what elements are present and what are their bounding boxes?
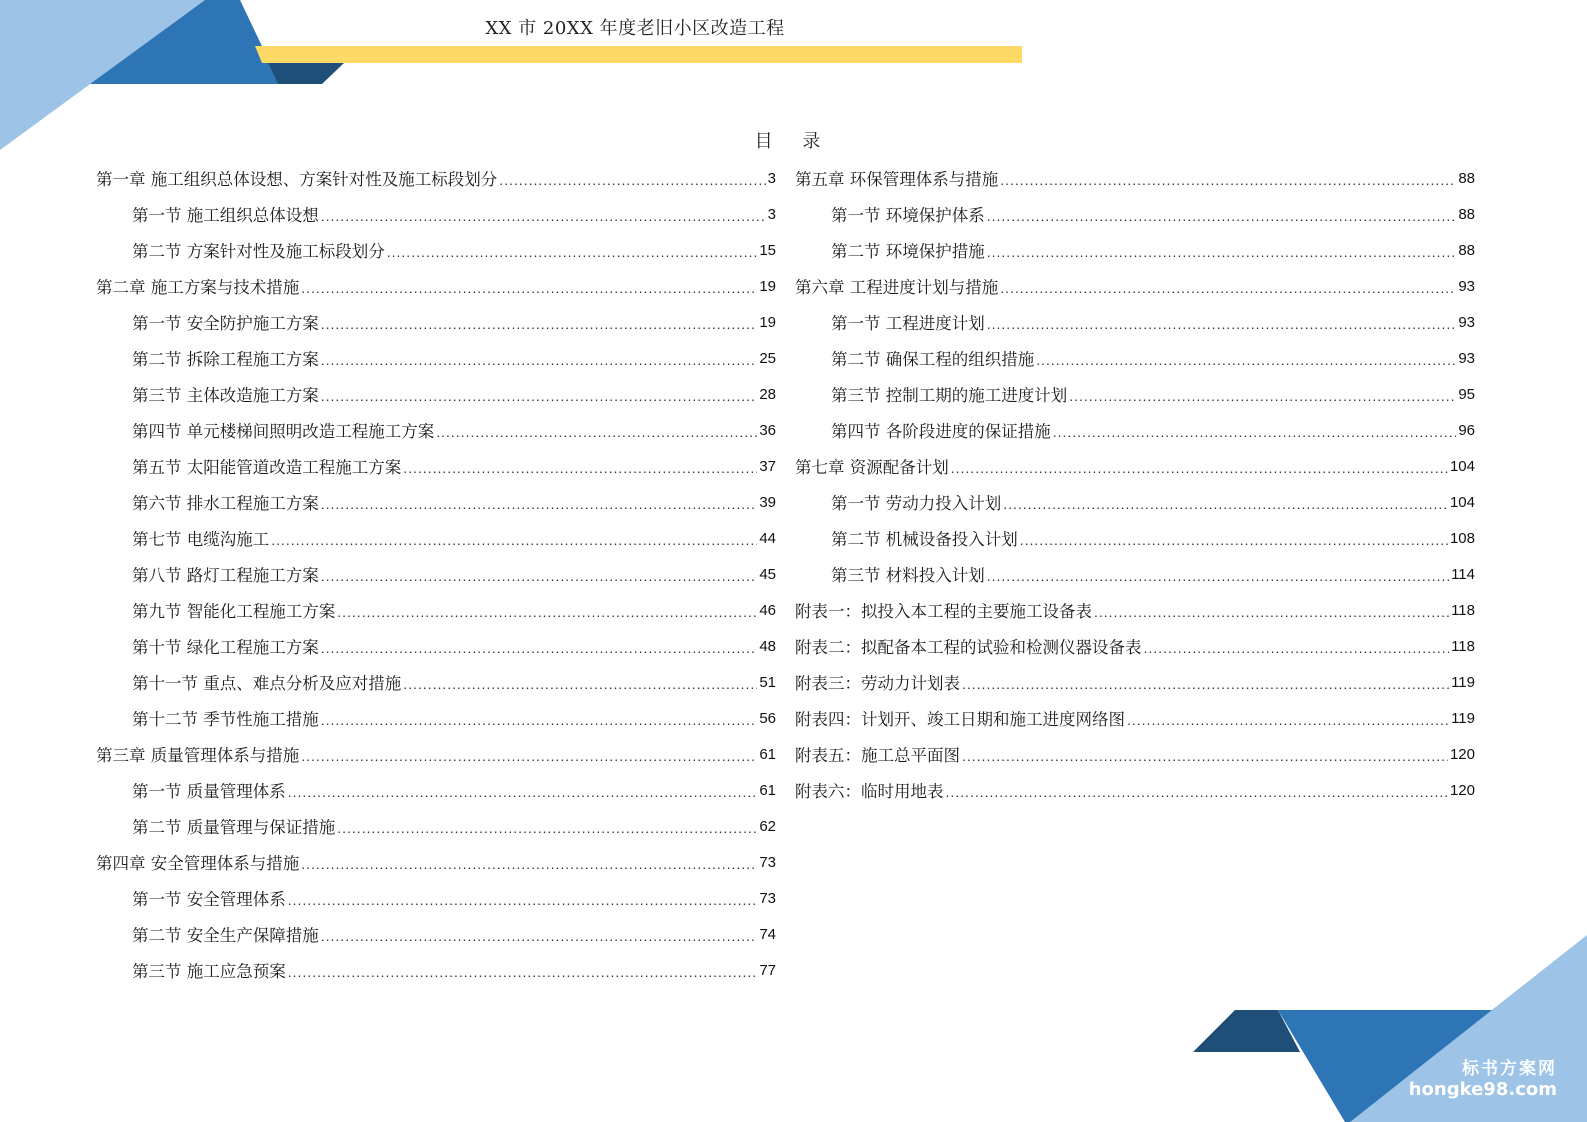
toc-entry-page-number: 62 [759,817,776,835]
toc-entry-label: 第三章 质量管理体系与措施 [96,746,300,765]
toc-dot-leader [301,748,757,764]
toc-entry[interactable] [795,196,1475,232]
toc-dot-leader [288,892,758,908]
toc-entry-label: 第五节 太阳能管道改造工程施工方案 [132,458,402,477]
toc-entry[interactable] [96,376,776,412]
toc-dot-leader [321,208,766,224]
toc-entry-page-number: 118 [1451,637,1475,655]
toc-entry[interactable] [795,268,1475,304]
toc-entry-page-number: 61 [759,745,776,763]
toc-entry-page-number: 15 [759,241,776,259]
toc-dot-leader [387,244,758,260]
toc-entry-page-number: 104 [1449,457,1475,475]
toc-entry-label: 第四节 各阶段进度的保证措施 [831,422,1051,441]
toc-entry-label: 第一节 安全管理体系 [132,890,286,909]
toc-entry-page-number: 45 [759,565,776,583]
toc-dot-leader [1020,532,1448,548]
toc-entry-label: 第二节 拆除工程施工方案 [132,350,319,369]
toc-entry-page-number: 74 [759,925,776,943]
toc-entry-label: 第一节 安全防护施工方案 [132,314,319,333]
toc-entry[interactable] [795,772,1475,808]
toc-entry[interactable] [96,736,776,772]
toc-dot-leader [403,460,757,476]
toc-entry-page-number: 19 [759,313,776,331]
toc-dot-leader [987,316,1457,332]
toc-entry-label: 附表四：计划开、竣工日期和施工进度网络图 [795,710,1125,729]
toc-entry-page-number: 93 [1458,313,1475,331]
toc-entry-page-number: 19 [759,277,776,295]
toc-entry-label: 第七章 资源配备计划 [795,458,949,477]
toc-entry-page-number: 25 [759,349,776,367]
toc-entry-label: 附表三：劳动力计划表 [795,674,960,693]
toc-dot-leader [987,208,1457,224]
toc-entry[interactable] [96,664,776,700]
toc-entry-label: 附表二：拟配备本工程的试验和检测仪器设备表 [795,638,1142,657]
toc-entry-page-number: 3 [767,205,776,223]
toc-entry[interactable] [795,520,1475,556]
toc-entry-label: 第十节 绿化工程施工方案 [132,638,319,657]
toc-entry-page-number: 28 [759,385,776,403]
toc-entry-label: 附表六：临时用地表 [795,782,944,801]
toc-right-column [795,160,1475,808]
toc-entry-page-number: 93 [1458,349,1475,367]
toc-dot-leader [321,316,758,332]
toc-entry[interactable] [795,232,1475,268]
toc-entry-label: 第一节 质量管理体系 [132,782,286,801]
toc-entry[interactable] [96,592,776,628]
toc-entry[interactable] [96,268,776,304]
toc-entry[interactable] [96,700,776,736]
header-yellow-bar [255,46,1022,63]
toc-left-column [96,160,776,988]
toc-dot-leader [321,388,758,404]
toc-dot-leader [499,172,765,188]
toc-entry[interactable] [96,916,776,952]
toc-entry-label: 第二节 安全生产保障措施 [132,926,319,945]
toc-entry-page-number: 114 [1451,565,1475,583]
toc-dot-leader [301,856,757,872]
toc-entry[interactable] [96,340,776,376]
toc-entry[interactable] [96,412,776,448]
toc-entry-page-number: 88 [1458,205,1475,223]
toc-entry[interactable] [96,232,776,268]
toc-entry[interactable] [96,304,776,340]
toc-entry-page-number: 104 [1449,493,1475,511]
toc-entry-label: 第六节 排水工程施工方案 [132,494,319,513]
toc-entry-page-number: 73 [759,853,776,871]
top-left-dark-shape [268,62,345,84]
toc-dot-leader [1000,280,1456,296]
toc-dot-leader [987,568,1449,584]
toc-entry-label: 附表五：施工总平面图 [795,746,960,765]
toc-dot-leader [962,748,1448,764]
toc-entry[interactable] [795,556,1475,592]
toc-dot-leader [962,676,1449,692]
toc-dot-leader [321,928,758,944]
toc-entry[interactable] [96,880,776,916]
toc-entry-page-number: 95 [1458,385,1475,403]
toc-entry-page-number: 73 [759,889,776,907]
toc-entry-page-number: 37 [759,457,776,475]
toc-entry-label: 第四章 安全管理体系与措施 [96,854,300,873]
toc-entry-page-number: 61 [759,781,776,799]
toc-entry[interactable] [96,628,776,664]
toc-entry[interactable] [96,196,776,232]
toc-entry-label: 第一章 施工组织总体设想、方案针对性及施工标段划分 [96,170,498,189]
document-header-title: XX 市 20XX 年度老旧小区改造工程 [485,18,785,39]
toc-dot-leader [321,496,758,512]
watermark-line-1: 标书方案网 [1462,1059,1557,1079]
toc-entry[interactable] [96,556,776,592]
toc-entry[interactable] [795,592,1475,628]
toc-dot-leader [321,640,758,656]
toc-entry-label: 第二节 环境保护措施 [831,242,985,261]
toc-entry-label: 第六章 工程进度计划与措施 [795,278,999,297]
toc-entry-page-number: 51 [759,673,776,691]
toc-entry-page-number: 77 [759,961,776,979]
toc-entry[interactable] [96,772,776,808]
toc-entry[interactable] [96,808,776,844]
toc-entry-page-number: 120 [1449,781,1475,799]
toc-entry-label: 第十二节 季节性施工措施 [132,710,319,729]
toc-entry-label: 第二节 方案针对性及施工标段划分 [132,242,385,261]
toc-dot-leader [1003,496,1448,512]
toc-entry-label: 第三节 控制工期的施工进度计划 [831,386,1068,405]
toc-entry-page-number: 46 [759,601,776,619]
toc-dot-leader [1036,352,1456,368]
toc-entry-label: 第八节 路灯工程施工方案 [132,566,319,585]
toc-dot-leader [1069,388,1456,404]
toc-dot-leader [1144,640,1450,656]
toc-entry-label: 第九节 智能化工程施工方案 [132,602,336,621]
toc-entry-label: 第五章 环保管理体系与措施 [795,170,999,189]
toc-entry[interactable] [795,736,1475,772]
toc-entry-page-number: 36 [759,421,776,439]
toc-dot-leader [946,784,1448,800]
toc-entry-label: 第一节 施工组织总体设想 [132,206,319,225]
toc-entry[interactable] [795,628,1475,664]
toc-entry[interactable] [795,412,1475,448]
toc-entry-label: 第二节 确保工程的组织措施 [831,350,1035,369]
toc-title: 目 录 [754,131,833,152]
toc-entry[interactable] [96,844,776,880]
toc-entry[interactable] [795,664,1475,700]
toc-entry-label: 第三节 施工应急预案 [132,962,286,981]
toc-entry-page-number: 48 [759,637,776,655]
toc-entry-page-number: 120 [1449,745,1475,763]
toc-entry[interactable] [795,340,1475,376]
watermark [1409,1054,1557,1100]
toc-entry-label: 第四节 单元楼梯间照明改造工程施工方案 [132,422,435,441]
toc-entry[interactable] [795,304,1475,340]
toc-dot-leader [436,424,757,440]
toc-entry-page-number: 118 [1451,601,1475,619]
toc-dot-leader [271,532,757,548]
toc-entry[interactable] [795,376,1475,412]
toc-entry[interactable] [96,952,776,988]
toc-entry-page-number: 108 [1449,529,1475,547]
toc-entry-page-number: 119 [1451,709,1475,727]
toc-entry[interactable] [795,160,1475,196]
toc-entry-label: 附表一：拟投入本工程的主要施工设备表 [795,602,1092,621]
toc-entry[interactable] [96,160,776,196]
toc-dot-leader [403,676,757,692]
toc-dot-leader [1094,604,1449,620]
toc-dot-leader [987,244,1457,260]
toc-entry-page-number: 44 [759,529,776,547]
toc-entry[interactable] [795,700,1475,736]
toc-dot-leader [951,460,1448,476]
toc-entry[interactable] [96,448,776,484]
toc-entry-label: 第三节 主体改造施工方案 [132,386,319,405]
toc-entry-page-number: 88 [1458,241,1475,259]
toc-dot-leader [321,352,758,368]
toc-entry[interactable] [795,448,1475,484]
toc-entry[interactable] [96,484,776,520]
toc-dot-leader [288,784,758,800]
toc-entry-page-number: 96 [1458,421,1475,439]
toc-entry-page-number: 39 [759,493,776,511]
toc-entry[interactable] [96,520,776,556]
toc-entry-page-number: 88 [1458,169,1475,187]
toc-entry-page-number: 93 [1458,277,1475,295]
toc-entry-label: 第一节 工程进度计划 [831,314,985,333]
toc-dot-leader [1053,424,1457,440]
toc-entry-label: 第七节 电缆沟施工 [132,530,270,549]
toc-dot-leader [1000,172,1456,188]
toc-dot-leader [301,280,757,296]
toc-entry-page-number: 3 [767,169,776,187]
toc-entry-page-number: 119 [1451,673,1475,691]
toc-entry-label: 第一节 劳动力投入计划 [831,494,1002,513]
toc-dot-leader [321,568,758,584]
toc-entry-label: 第二节 机械设备投入计划 [831,530,1018,549]
toc-entry-label: 第二章 施工方案与技术措施 [96,278,300,297]
toc-entry-label: 第二节 质量管理与保证措施 [132,818,336,837]
toc-entry-label: 第十一节 重点、难点分析及应对措施 [132,674,402,693]
watermark-line-2: hongke98.com [1408,1079,1557,1100]
toc-dot-leader [337,820,757,836]
toc-entry[interactable] [795,484,1475,520]
toc-dot-leader [288,964,758,980]
toc-dot-leader [1127,712,1449,728]
toc-entry-label: 第三节 材料投入计划 [831,566,985,585]
toc-dot-leader [337,604,757,620]
toc-dot-leader [321,712,758,728]
toc-entry-page-number: 56 [759,709,776,727]
toc-entry-label: 第一节 环境保护体系 [831,206,985,225]
